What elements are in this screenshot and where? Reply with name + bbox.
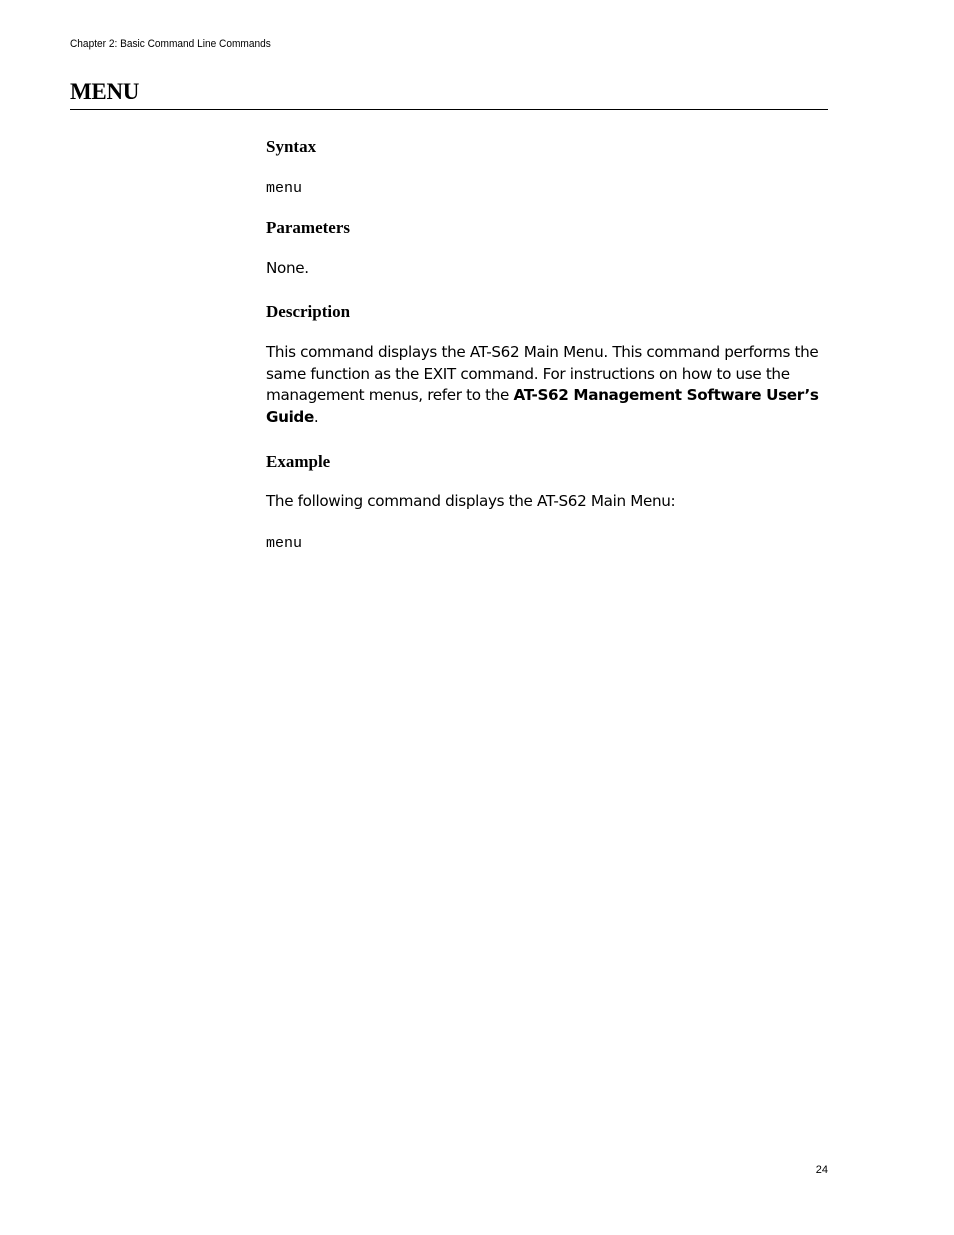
example-heading: Example xyxy=(266,452,331,471)
page-title: MENU xyxy=(70,79,140,104)
description-text-after: . xyxy=(313,408,319,427)
description-text-before: This command displays the AT-S62 Main Menu. This command performs the same function as the EXIT command. For instructions on how to use the management menus, refer to the xyxy=(266,343,819,405)
syntax-heading: Syntax xyxy=(266,137,317,156)
title-rule xyxy=(70,109,828,110)
user-guide-reference: AT-S62 Management Software User’s Guide xyxy=(266,386,819,427)
example-code: menu xyxy=(266,535,303,552)
description-text xyxy=(266,342,831,429)
running-header: Chapter 2: Basic Command Line Commands xyxy=(70,38,271,50)
parameters-text: None. xyxy=(266,259,309,277)
syntax-code: menu xyxy=(266,180,303,197)
description-heading: Description xyxy=(266,302,351,321)
example-text: The following command displays the AT-S62 Main Menu: xyxy=(266,492,676,510)
page-number: 24 xyxy=(815,1164,828,1176)
parameters-heading: Parameters xyxy=(266,218,351,237)
